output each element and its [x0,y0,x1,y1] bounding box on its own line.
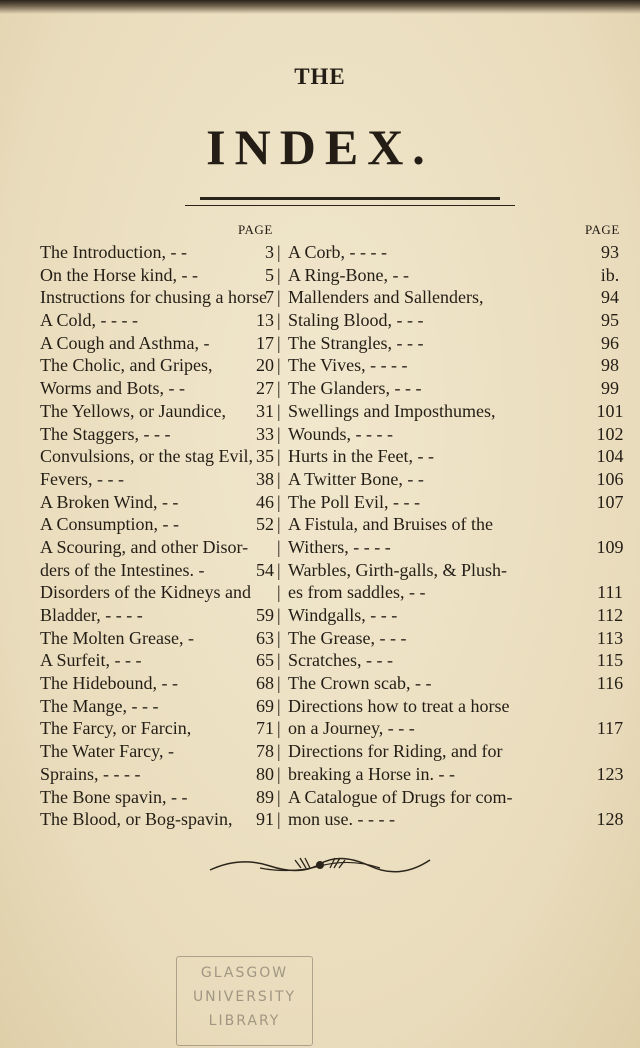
column-separator: | [277,468,281,489]
index-row [0,377,640,400]
right-column-page-header: PAGE [585,222,620,237]
column-separator: | [277,536,281,557]
column-separator: | [277,514,281,535]
right-entry-title: The Poll Evil, - - - [288,491,420,512]
left-entry-page: 13 [256,310,274,331]
left-entry-title: A Scouring, and other Disor- [40,536,249,557]
column-separator: | [277,446,281,467]
left-entry-title: A Consumption, - - [40,514,180,535]
index-row [0,309,640,332]
right-entry-page: 123 [596,763,624,784]
index-row [0,581,640,604]
left-entry-page: 78 [256,741,274,762]
left-entry-title: The Yellows, or Jaundice, [40,400,226,421]
index-row [0,264,640,287]
right-entry-page: 98 [601,355,619,376]
column-separator: | [277,355,281,376]
index-row [0,513,640,536]
left-entry-page: 80 [256,763,274,784]
left-entry-title: Disorders of the Kidneys and [40,582,251,603]
left-entry-page: 68 [256,673,274,694]
right-entry-page: 104 [596,446,624,467]
left-entry-title: Sprains, - - - - [40,763,141,784]
left-entry-title: Bladder, - - - - [40,605,143,625]
index-row [0,354,640,377]
title-rule-thin [185,205,515,206]
column-separator: | [277,264,281,285]
left-entry-page: 71 [256,718,274,739]
right-entry-title: Warbles, Girth-galls, & Plush- [288,559,508,580]
left-entry-title: Convulsions, or the stag Evil, [40,446,253,467]
index-row [0,559,640,582]
column-separator: | [277,287,281,308]
index-row [0,332,640,355]
column-separator: | [277,378,281,399]
left-entry-title: The Introduction, - - [40,242,187,262]
right-entry-page: 117 [596,718,624,739]
index-row [0,491,640,514]
left-entry-title: Worms and Bots, - - [40,378,186,399]
right-entry-title: A Twitter Bone, - - [288,468,424,489]
left-entry-title: The Mange, - - - [40,695,159,716]
index-row [0,808,640,831]
index-row [0,423,640,446]
right-entry-title: A Ring-Bone, - - [288,264,409,285]
right-entry-title: Staling Blood, - - - [288,310,424,331]
page-top-edge [0,0,640,14]
right-entry-title: mon use. - - - - [288,809,395,830]
index-row [0,786,640,809]
left-entry-title: On the Horse kind, - - [40,264,198,285]
left-entry-title: The Blood, or Bog-spavin, [40,809,233,830]
column-separator: | [277,763,281,784]
index-row [0,717,640,740]
right-entry-page: 96 [601,332,619,353]
column-separator: | [277,242,281,262]
left-entry-page: 38 [256,468,274,489]
column-separator: | [277,809,281,830]
right-entry-page: ib. [600,264,620,285]
left-entry-page: 7 [265,287,274,308]
right-entry-page: 93 [601,242,619,262]
left-entry-page: 31 [256,400,274,421]
right-entry-title: Windgalls, - - - [288,605,398,625]
left-entry-page: 52 [256,514,274,535]
index-row [0,400,640,423]
right-entry-title: The Crown scab, - - [288,673,432,694]
right-entry-title: The Strangles, - - - [288,332,424,353]
left-entry-title: A Surfeit, - - - [40,650,142,671]
right-entry-title: on a Journey, - - - [288,718,415,739]
column-separator: | [277,673,281,694]
library-stamp [176,956,313,1046]
index-row [0,286,640,309]
title-prefix: THE [294,64,346,89]
index-row [0,627,640,650]
right-entry-page: 95 [601,310,619,331]
left-entry-page: 65 [256,650,274,671]
index-row [0,445,640,468]
column-separator: | [277,491,281,512]
right-entry-title: Wounds, - - - - [288,423,394,444]
column-separator: | [277,718,281,739]
column-separator: | [277,559,281,580]
left-entry-page: 63 [256,627,274,648]
right-entry-page: 107 [596,491,624,512]
right-entry-page: 106 [596,468,624,489]
right-entry-title: Swellings and Imposthumes, [288,400,496,421]
column-separator: | [277,332,281,353]
right-entry-title: The Vives, - - - - [288,355,408,376]
left-entry-title: Fevers, - - - [40,468,124,489]
column-separator: | [277,627,281,648]
stamp-line-1: GLASGOW [200,965,289,981]
index-row [0,468,640,491]
right-entry-title: Directions for Riding, and for [288,741,503,762]
right-entry-title: es from saddles, - - [288,582,426,603]
right-entry-page: 111 [597,582,623,603]
right-entry-title: Scratches, - - - [288,650,393,671]
right-entry-title: A Corb, - - - - [288,242,387,262]
left-entry-title: The Staggers, - - - [40,423,171,444]
column-separator: | [277,741,281,762]
right-entry-page: 112 [596,605,624,625]
left-entry-title: A Cough and Asthma, - [40,332,210,353]
left-entry-title: The Hidebound, - - [40,673,178,694]
left-entry-title: The Bone spavin, - - [40,786,188,807]
left-entry-page: 54 [256,559,274,580]
left-entry-page: 59 [256,605,274,625]
right-entry-page: 113 [596,627,624,648]
index-row [0,649,640,672]
left-entry-page: 69 [256,695,274,716]
stamp-line-3: LIBRARY [208,1013,281,1029]
column-separator: | [277,695,281,716]
left-entry-page: 27 [256,378,274,399]
left-entry-title: The Molten Grease, - [40,627,194,648]
left-entry-page: 17 [256,332,274,353]
right-entry-page: 102 [596,423,624,444]
title-rule-thick [200,197,500,200]
left-entry-page: 46 [256,491,274,512]
left-entry-page: 35 [256,446,274,467]
right-entry-title: Withers, - - - - [288,536,391,557]
column-separator: | [277,605,281,625]
left-entry-page: 3 [265,242,274,262]
index-row [0,740,640,763]
right-entry-page: 109 [596,536,624,557]
decorative-flourish-icon [200,852,440,876]
index-row [0,604,640,627]
right-entry-page: 115 [596,650,624,671]
right-entry-page: 128 [596,809,624,830]
page-title: INDEX. [206,119,434,175]
left-entry-title: A Broken Wind, - - [40,491,179,512]
index-entries [0,241,640,831]
left-entry-page: 5 [265,264,274,285]
index-row [0,536,640,559]
stamp-line-2: UNIVERSITY [192,989,297,1005]
column-separator: | [277,786,281,807]
right-entry-title: A Fistula, and Bruises of the [288,514,493,535]
column-separator: | [277,310,281,331]
left-entry-title: The Farcy, or Farcin, [40,718,192,739]
left-entry-title: ders of the Intestines. - [40,559,205,580]
right-entry-title: Mallenders and Sallenders, [288,287,484,308]
right-entry-title: The Glanders, - - - [288,378,422,399]
right-entry-title: The Grease, - - - [288,627,407,648]
left-entry-page: 89 [256,786,274,807]
left-entry-title: Instructions for chusing a horse [40,287,267,308]
index-row [0,672,640,695]
right-entry-title: breaking a Horse in. - - [288,763,455,784]
column-separator: | [277,400,281,421]
right-entry-page: 99 [601,378,619,399]
left-entry-title: The Cholic, and Gripes, [40,355,213,376]
column-separator: | [277,582,281,603]
left-entry-page: 91 [256,809,274,830]
left-entry-page: 33 [256,423,274,444]
right-entry-page: 116 [596,673,624,694]
right-entry-title: A Catalogue of Drugs for com- [288,786,513,807]
right-entry-title: Hurts in the Feet, - - [288,446,434,467]
index-row [0,241,640,264]
left-entry-title: A Cold, - - - - [40,310,138,331]
right-entry-page: 101 [596,400,624,421]
right-entry-page: 94 [601,287,619,308]
left-entry-title: The Water Farcy, - [40,741,174,762]
right-entry-title: Directions how to treat a horse [288,695,510,716]
column-separator: | [277,650,281,671]
left-column-page-header: PAGE [238,222,273,237]
left-entry-page: 20 [256,355,274,376]
column-separator: | [277,423,281,444]
index-row [0,763,640,786]
index-row [0,695,640,718]
